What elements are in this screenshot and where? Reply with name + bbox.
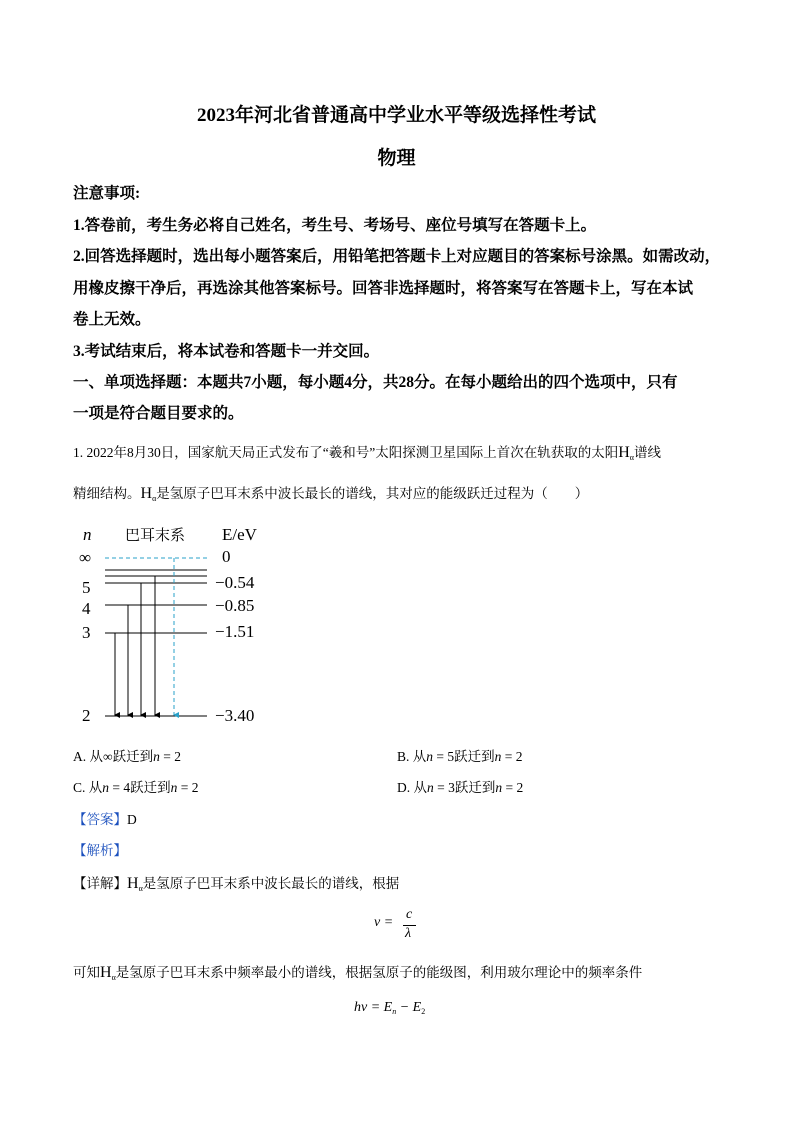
energy-value-3: −1.51 bbox=[215, 622, 255, 641]
option-a[interactable] bbox=[73, 745, 181, 765]
h-letter-3: H bbox=[127, 875, 139, 892]
alpha-subscript-2: α bbox=[152, 494, 157, 503]
formula-frequency-numerator: c bbox=[406, 907, 413, 922]
h-alpha-symbol bbox=[618, 444, 634, 461]
level-label-inf: ∞ bbox=[79, 548, 92, 567]
energy-level-diagram bbox=[75, 520, 275, 730]
alpha-subscript-4: α bbox=[111, 973, 116, 982]
h-letter-4: H bbox=[100, 964, 112, 981]
option-d-var: n bbox=[427, 780, 434, 795]
h-alpha-symbol-4 bbox=[100, 964, 116, 981]
formula-frequency-denominator: λ bbox=[405, 926, 412, 941]
analysis-line bbox=[73, 839, 127, 859]
energy-value-5: −0.54 bbox=[215, 573, 255, 592]
option-c-var: n bbox=[102, 780, 110, 795]
question-1-text: 1. 2022年8月30日，国家航天局正式发布了“羲和号”太阳探测卫星国际上首次在轨获取的太阳 bbox=[73, 445, 619, 460]
notes-item-1: 1.答卷前，考生务必将自己姓名，考生号、考场号、座位号填写在答题卡上。 bbox=[73, 217, 597, 234]
alpha-subscript-3: α bbox=[138, 884, 143, 893]
question-1-text-end: 谱线 bbox=[634, 445, 661, 460]
energy-value-4: −0.85 bbox=[215, 596, 255, 615]
detail-text-1: 是氢原子巴耳末系中波长最长的谱线，根据 bbox=[142, 876, 400, 891]
n-axis-label: n bbox=[83, 525, 92, 544]
energy-value-inf: 0 bbox=[222, 547, 231, 566]
question-1-line-2 bbox=[73, 482, 588, 503]
option-d-var2: n bbox=[495, 780, 503, 795]
option-a-letter: A. bbox=[73, 749, 87, 764]
option-c[interactable] bbox=[73, 776, 199, 796]
detail-line-1 bbox=[73, 872, 399, 893]
option-d-letter: D. bbox=[397, 780, 411, 795]
option-c-text: 从 bbox=[88, 780, 103, 795]
section-heading-line-2: 一项是符合题目要求的。 bbox=[73, 405, 244, 422]
notes-heading: 注意事项: bbox=[73, 185, 141, 202]
formula-bohr bbox=[354, 1000, 425, 1016]
option-b-var2: n bbox=[494, 749, 502, 764]
option-a-var: n bbox=[153, 749, 160, 764]
detail-line-2 bbox=[73, 961, 642, 982]
option-c-eq: = 2 bbox=[177, 780, 199, 795]
formula-frequency-lhs: ν = bbox=[374, 915, 394, 930]
exam-title: 2023年河北省普通高中学业水平等级选择性考试 bbox=[196, 105, 596, 126]
option-d[interactable] bbox=[397, 776, 523, 796]
detail-text-2-end: 是氢原子巴耳末系中频率最小的谱线，根据氢原子的能级图，利用玻尔理论中的频率条件 bbox=[115, 965, 643, 980]
series-label: 巴耳末系 bbox=[125, 528, 186, 544]
option-d-eq: = 2 bbox=[502, 780, 524, 795]
subject-title: 物理 bbox=[377, 148, 416, 169]
option-b-mid: = 5跃迁到 bbox=[433, 749, 495, 764]
formula-bohr-sub-2: 2 bbox=[421, 1007, 426, 1016]
alpha-subscript: α bbox=[629, 453, 634, 462]
h-letter-2: H bbox=[140, 485, 153, 502]
option-b-eq: = 2 bbox=[501, 749, 523, 764]
notes-item-3: 3.考试结束后，将本试卷和答题卡一并交回。 bbox=[73, 343, 380, 360]
option-c-letter: C. bbox=[73, 780, 86, 795]
notes-item-2-line-3: 卷上无效。 bbox=[73, 311, 151, 328]
option-d-text: 从 bbox=[413, 780, 427, 795]
option-a-eq: = 2 bbox=[159, 749, 181, 764]
detail-tag: 【详解】 bbox=[73, 876, 127, 891]
h-alpha-symbol-2 bbox=[141, 485, 157, 502]
option-d-mid: = 3跃迁到 bbox=[433, 780, 496, 795]
formula-bohr-sub-n: n bbox=[392, 1007, 397, 1016]
option-b[interactable] bbox=[397, 745, 523, 765]
notes-item-2-line-1: 2.回答选择题时，选出每小题答案后，用铅笔把答题卡上对应题目的答案标号涂黑。如需改动， bbox=[73, 248, 721, 265]
level-label-3: 3 bbox=[82, 623, 91, 642]
energy-value-2: −3.40 bbox=[215, 706, 255, 725]
option-c-mid: = 4跃迁到 bbox=[109, 780, 171, 795]
notes-item-2-line-2: 用橡皮擦干净后，再选涂其他答案标号。回答非选择题时，将答案写在答题卡上，写在本试 bbox=[73, 280, 694, 297]
answer-tag: 【答案】 bbox=[73, 812, 127, 827]
answer-line bbox=[73, 808, 137, 828]
question-1-line-2-start: 精细结构。 bbox=[73, 486, 141, 501]
option-a-text: 从∞跃迁到 bbox=[89, 749, 154, 764]
energy-axis-label: E/eV bbox=[222, 525, 257, 544]
level-label-2: 2 bbox=[82, 706, 91, 725]
option-b-text: 从 bbox=[412, 749, 427, 764]
level-label-4: 4 bbox=[82, 599, 91, 618]
detail-text-2-start: 可知 bbox=[73, 965, 100, 980]
formula-bohr-lhs: hν = E bbox=[354, 1000, 393, 1015]
answer-value: D bbox=[127, 812, 137, 827]
h-letter: H bbox=[618, 444, 630, 461]
question-1-line-2-end: 是氢原子巴耳末系中波长最长的谱线，其对应的能级跃迁过程为（ ） bbox=[156, 486, 589, 501]
option-c-var2: n bbox=[170, 780, 178, 795]
question-1-line-1 bbox=[73, 441, 661, 462]
section-heading-line-1: 一、单项选择题：本题共7小题，每小题4分，共28分。在每小题给出的四个选项中，只有 bbox=[73, 374, 678, 391]
level-label-5: 5 bbox=[82, 578, 91, 597]
analysis-tag: 【解析】 bbox=[73, 843, 127, 858]
option-b-letter: B. bbox=[397, 749, 410, 764]
h-alpha-symbol-3 bbox=[127, 875, 143, 892]
formula-bohr-mid: − E bbox=[396, 1000, 422, 1015]
option-b-var: n bbox=[426, 749, 434, 764]
